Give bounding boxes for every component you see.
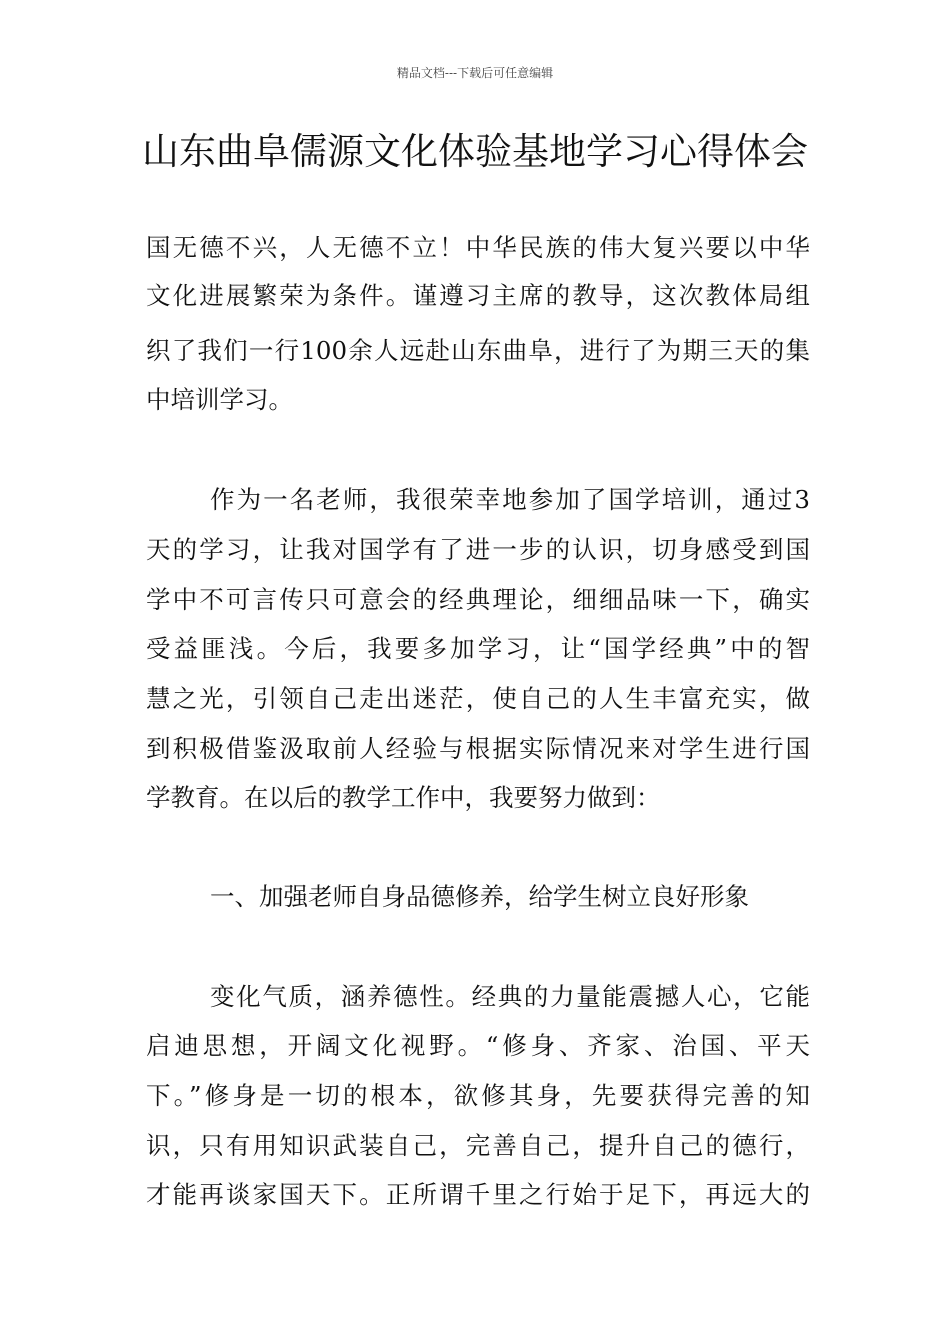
paragraph-1-line-2: 文化进展繁荣为条件。谨遵习主席的教导，这次教体局组 [146, 281, 810, 310]
paragraph-2-line-6: 到积极借鉴汲取前人经验与根据实际情况来对学生进行国 [146, 734, 810, 763]
paragraph-1-line-1: 国无德不兴，人无德不立！中华民族的伟大复兴要以中华 [146, 233, 810, 262]
paragraph-2-line-3: 学中不可言传只可意会的经典理论，细细品味一下，确实 [146, 585, 810, 614]
paragraph-3-line-5: 才能再谈家国天下。正所谓千里之行始于足下，再远大的 [146, 1180, 810, 1209]
paragraph-2-line-4: 受益匪浅。今后，我要多加学习，让“国学经典”中的智 [146, 634, 810, 663]
paragraph-1-line-4: 中培训学习。 [146, 385, 293, 414]
paragraph-2-line-2: 天的学习，让我对国学有了进一步的认识，切身感受到国 [146, 535, 810, 564]
document-title: 山东曲阜儒源文化体验基地学习心得体会 [142, 130, 808, 173]
page-header-note: 精品文档---下载后可任意编辑 [396, 66, 554, 80]
paragraph-2-line-1: 作为一名老师，我很荣幸地参加了国学培训，通过3 [210, 485, 810, 514]
paragraph-3-line-2: 启迪思想，开阔文化视野。“修身、齐家、治国、平天 [146, 1031, 810, 1060]
paragraph-3-line-3: 下。”修身是一切的根本，欲修其身，先要获得完善的知 [146, 1081, 810, 1110]
paragraph-3-line-4: 识，只有用知识武装自己，完善自己，提升自己的德行， [146, 1131, 810, 1160]
section-heading-1: 一、加强老师自身品德修养，给学生树立良好形象 [210, 882, 749, 911]
paragraph-2-line-7: 学教育。在以后的教学工作中，我要努力做到： [146, 783, 661, 812]
paragraph-3-line-1: 变化气质，涵养德性。经典的力量能震撼人心，它能 [210, 982, 810, 1011]
paragraph-1-line-3: 织了我们一行100余人远赴山东曲阜，进行了为期三天的集 [146, 336, 810, 365]
paragraph-2-line-5: 慧之光，引领自己走出迷茫，使自己的人生丰富充实，做 [146, 684, 810, 713]
